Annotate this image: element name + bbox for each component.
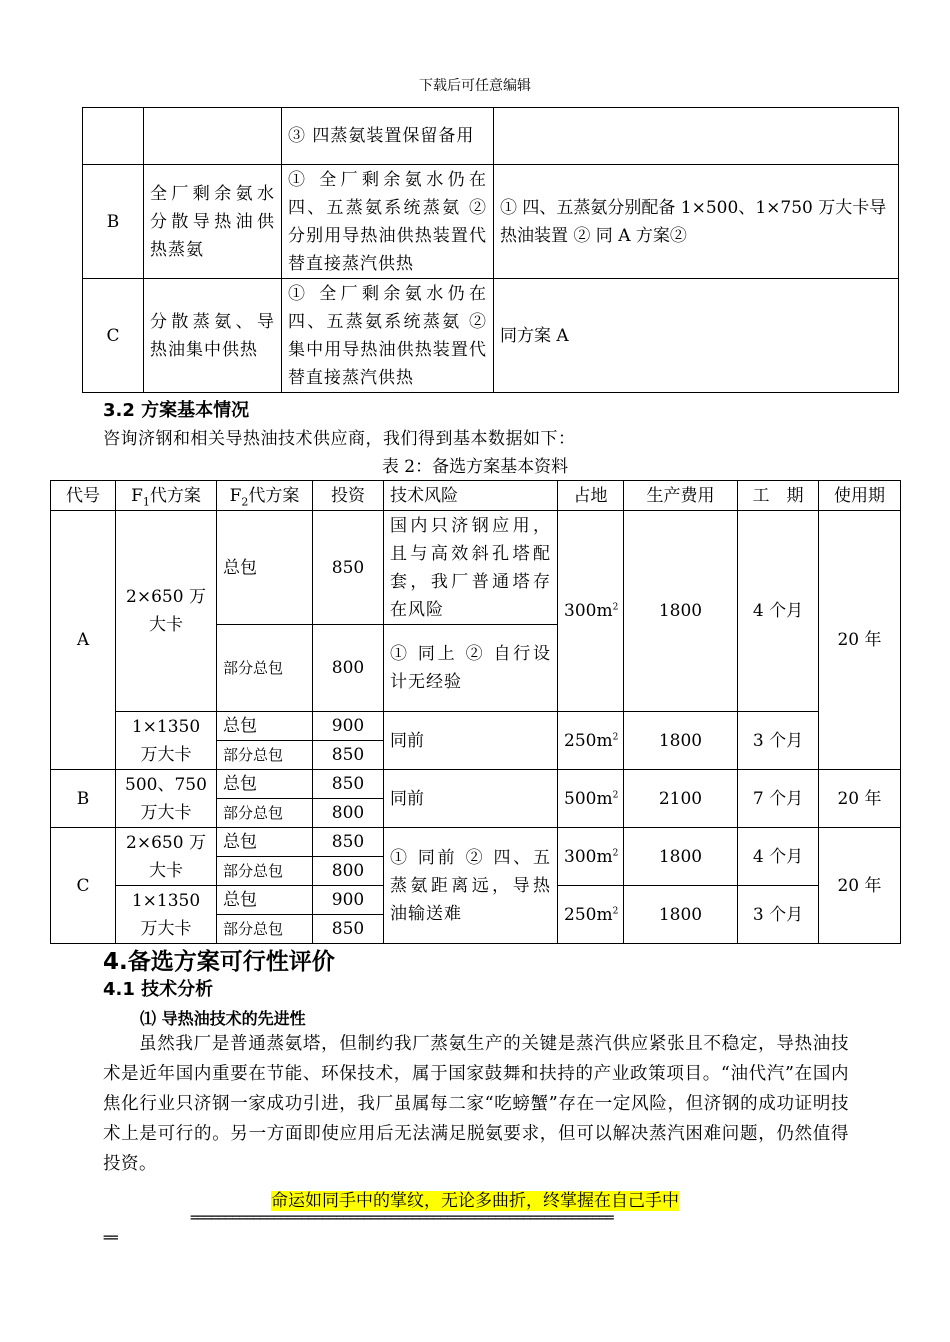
table-cell: 850 [313, 770, 384, 799]
table-cell: 850 [313, 915, 384, 944]
table-cell: ① 全厂剩余氨水仍在四、五蒸氨系统蒸氨 ② 集中用导热油供热装置代替直接蒸汽供热 [282, 279, 494, 393]
table-cell: 2×650 万大卡 [116, 828, 217, 886]
section-heading: 4.备选方案可行性评价 [103, 949, 335, 975]
table-cell: 850 [313, 511, 384, 625]
table-cell: 3 个月 [738, 886, 819, 944]
table-cell: 900 [313, 886, 384, 915]
table-cell: 1×1350 万大卡 [116, 886, 217, 944]
body-paragraph: 虽然我厂是普通蒸氨塔，但制约我厂蒸氨生产的关键是蒸汽供应紧张且不稳定，导热油技术是近年国内重要在节能、环保技术，属于国家鼓舞和扶持的产业政策项目。“油代汽”在国内焦化行业只济钢一家成功引进，我厂虽属每二家“吃螃蟹”存在一定风险，但济钢的成功证明技术上是可行的。另一方面即使应用后无法满足脱氨要求，但可以解决蒸汽困难问题，仍然值得投资。 [103, 1034, 849, 1174]
section-heading: 3.2 方案基本情况 [103, 400, 250, 421]
highlight-quote: 命运如同手中的掌纹，无论多曲折，终掌握在自己手中 [271, 1191, 679, 1211]
table-cell: 1800 [624, 886, 738, 944]
table-cell: 部分总包 [217, 625, 313, 712]
table-cell: 3 个月 [738, 712, 819, 770]
table-cell: ① 四、五蒸氨分别配备 1×500、1×750 万大卡导热油装置 ② 同 A 方案② [494, 165, 899, 279]
table-cell [494, 108, 899, 165]
column-header: 占地 [558, 481, 624, 511]
table-cell: 总包 [217, 886, 313, 915]
table-cell: 总包 [217, 511, 313, 625]
table-cell: 部分总包 [217, 915, 313, 944]
item-heading: ⑴ 导热油技术的先进性 [140, 1009, 306, 1028]
table-cell: 4 个月 [738, 511, 819, 712]
table-cell: ① 同上 ② 自行设计无经验 [384, 625, 558, 712]
subsection-heading: 4.1 技术分析 [103, 979, 214, 1000]
table-cell: 分散蒸氨、导热油集中供热 [144, 279, 282, 393]
table-cell: 同方案 A [494, 279, 899, 393]
table-cell: ① 全厂剩余氨水仍在四、五蒸氨系统蒸氨 ② 分别用导热油供热装置代替直接蒸汽供热 [282, 165, 494, 279]
table-cell: 1×1350 万大卡 [116, 712, 217, 770]
table-cell: ① 同前 ② 四、五蒸氨距离远，导热油输送难 [384, 828, 558, 944]
column-header: $F_1$代方案 [116, 481, 217, 511]
table-cell [83, 108, 144, 165]
table-cell: B [51, 770, 116, 828]
table-cell: 800 [313, 625, 384, 712]
table-cell: C [83, 279, 144, 393]
table-cell: ③ 四蒸氨装置保留备用 [282, 108, 494, 165]
table-cell: 部分总包 [217, 799, 313, 828]
column-header: 生产费用 [624, 481, 738, 511]
column-header: 投资 [313, 481, 384, 511]
table-cell: 900 [313, 712, 384, 741]
table-cell: 7 个月 [738, 770, 819, 828]
column-header: 技术风险 [384, 481, 558, 511]
table-cell: 同前 [384, 770, 558, 828]
table-cell: 1800 [624, 828, 738, 886]
column-header: 使用期 [819, 481, 901, 511]
table-cell: 同前 [384, 712, 558, 770]
table-cell: 20 年 [819, 511, 901, 770]
column-header: 工 期 [738, 481, 819, 511]
table-caption: 表 2：备选方案基本资料 [381, 457, 569, 477]
table-cell: 500、750 万大卡 [116, 770, 217, 828]
page-header: 下载后可任意编辑 [419, 78, 531, 94]
table-cell: 2×650 万大卡 [116, 511, 217, 712]
table-cell: 总包 [217, 770, 313, 799]
table-cell: $300m^2$ [558, 828, 624, 886]
table-cell: 4 个月 [738, 828, 819, 886]
table-cell: 20 年 [819, 828, 901, 944]
table-cell: C [51, 828, 116, 944]
table-cell: B [83, 165, 144, 279]
table-cell: 1800 [624, 511, 738, 712]
scheme-table-continued [82, 107, 899, 393]
table-cell [144, 108, 282, 165]
table-cell: 总包 [217, 828, 313, 857]
separator-line: ============================================================= [190, 1210, 613, 1226]
table-cell: 1800 [624, 712, 738, 770]
column-header: 代号 [51, 481, 116, 511]
table-cell: $500m^2$ [558, 770, 624, 828]
table-cell: 部分总包 [217, 741, 313, 770]
table-cell: $250m^2$ [558, 712, 624, 770]
table-cell: 800 [313, 799, 384, 828]
scheme-basic-data-table [50, 480, 901, 944]
table-cell: A [51, 511, 116, 770]
table-cell: 国内只济钢应用，且与高效斜孔塔配套，我厂普通塔存在风险 [384, 511, 558, 625]
table-cell: $300m^2$ [558, 511, 624, 712]
table-cell: 800 [313, 857, 384, 886]
table-cell: 部分总包 [217, 857, 313, 886]
table-cell: 850 [313, 741, 384, 770]
table-cell: 总包 [217, 712, 313, 741]
table-cell: 2100 [624, 770, 738, 828]
column-header: $F_2$代方案 [217, 481, 313, 511]
separator-line-tail: == [103, 1230, 117, 1246]
table-cell: 20 年 [819, 770, 901, 828]
intro-text: 咨询济钢和相关导热油技术供应商，我们得到基本数据如下： [103, 429, 576, 449]
table-cell: 全厂剩余氨水分散导热油供热蒸氨 [144, 165, 282, 279]
table-cell: 850 [313, 828, 384, 857]
table-cell: $250m^2$ [558, 886, 624, 944]
